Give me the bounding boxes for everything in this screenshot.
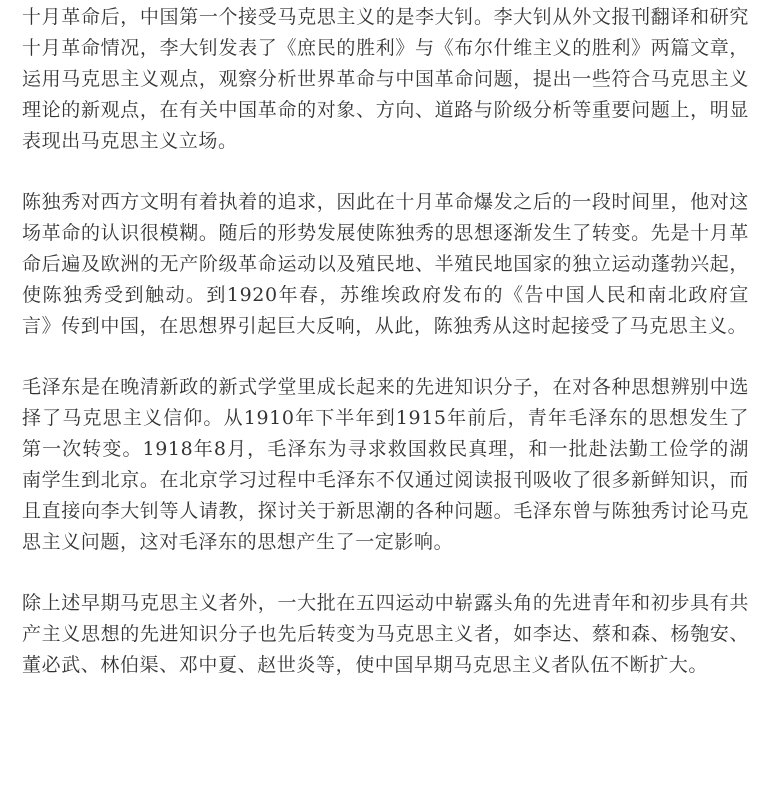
paragraph-early-marxists: 除上述早期马克思主义者外，一大批在五四运动中崭露头角的先进青年和初步具有共产主义思想的先进知识分子也先后转变为马克思主义者，如李达、蔡和森、杨匏安、董必武、林伯渠、邓中夏、赵世炎等，使中国早期马克思主义者队伍不断扩大。: [22, 592, 749, 676]
paragraph-chen-duxiu: 陈独秀对西方文明有着执着的追求，因此在十月革命爆发之后的一段时间里，他对这场革命的认识很模糊。随后的形势发展使陈独秀的思想逐渐发生了转变。先是十月革命后遍及欧洲的无产阶级革命运动以及殖民地、半殖民地国家的独立运动蓬勃兴起，使陈独秀受到触动。到1920年春，苏维埃政府发布的《告中国人民和南北政府宣言》传到中国，在思想界引起巨大反响，从此，陈独秀从这时起接受了马克思主义。: [22, 191, 749, 337]
paragraph-mao-zedong: 毛泽东是在晚清新政的新式学堂里成长起来的先进知识分子，在对各种思想辨别中选择了马克思主义信仰。从1910年下半年到1915年前后，青年毛泽东的思想发生了第一次转变。1918年8月，毛泽东为寻求救国救民真理，和一批赴法勤工俭学的湖南学生到北京。在北京学习过程中毛泽东不仅通过阅读报刊吸收了很多新鲜知识，而且直接向李大钊等人请教，探讨关于新思潮的各种问题。毛泽东曾与陈独秀讨论马克思主义问题，这对毛泽东的思想产生了一定影响。: [22, 376, 749, 553]
paragraph-li-dazhao: 十月革命后，中国第一个接受马克思主义的是李大钊。李大钊从外文报刊翻译和研究十月革命情况，李大钊发表了《庶民的胜利》与《布尔什维主义的胜利》两篇文章，运用马克思主义观点，观察分析世界革命与中国革命问题，提出一些符合马克思主义理论的新观点，在有关中国革命的对象、方向、道路与阶级分析等重要问题上，明显表现出马克思主义立场。: [22, 6, 749, 152]
article-body: [0, 2, 771, 681]
